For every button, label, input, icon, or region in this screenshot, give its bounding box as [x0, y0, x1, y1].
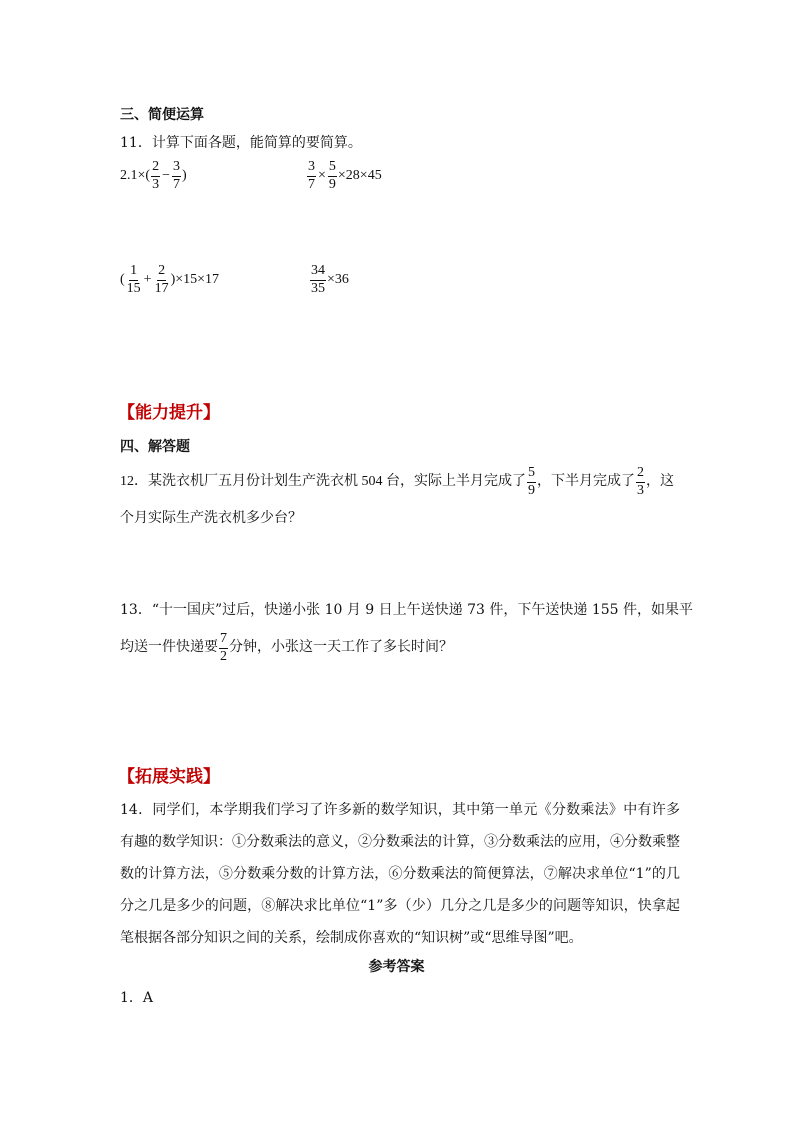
operator: −	[162, 168, 170, 184]
heading-practice: 【拓展实践】	[118, 767, 220, 787]
numerator: 34	[310, 264, 326, 281]
question-11-prompt: 11．计算下面各题，能简算的要简算。	[120, 135, 362, 151]
question-13-line-1: 13．“十一国庆”过后，快递小张 10 月 9 日上午送快递 73 件，下午送快递 155 件，如果平	[120, 602, 693, 618]
fraction	[172, 160, 181, 192]
numerator: 5	[328, 160, 337, 177]
expr-text: )	[181, 168, 187, 184]
denominator: 7	[172, 176, 180, 192]
question-text: ，下半月完成了	[537, 474, 635, 490]
answer-1: 1．A	[120, 990, 154, 1006]
answers-title: 参考答案	[368, 959, 425, 975]
question-14-text: 14．同学们，本学期我们学习了许多新的数学知识，其中第一单元《分数乘法》中有许多有趣的数学知识：①分数乘法的意义，②分数乘法的计算，③分数乘法的应用，④分数乘整数的计算方法，⑤分数乘分数的计算方法，⑥分数乘法的简便算法，⑦解决求单位“1”的几分之几是多少的问题，⑧解决求比单位“1”多（少）几分之几是多少的问题等知识，快拿起笔根据各部分知识之间的关系，绘制成你喜欢的“知识树”或“思维导图”吧。	[120, 802, 680, 946]
fraction	[328, 160, 337, 192]
fraction	[310, 264, 326, 296]
section-title-4: 四、解答题	[120, 439, 190, 455]
fraction	[154, 264, 170, 296]
question-12-line-1	[120, 466, 674, 498]
question-12-line-2: 个月实际生产洗衣机多少台？	[120, 510, 302, 526]
expression-11-1	[120, 160, 187, 192]
operator: ×	[318, 168, 326, 184]
numerator: 2	[636, 466, 645, 483]
expr-text: 2.1×(	[120, 168, 151, 184]
question-text: 均送一件快递要	[120, 640, 218, 656]
denominator: 9	[328, 176, 336, 192]
question-text: 12．某洗衣机厂五月份计划生产洗衣机 504 台，实际上半月完成了	[120, 474, 526, 490]
expr-text: ×28×45	[337, 168, 382, 184]
question-13-line-2	[120, 632, 453, 664]
numerator: 3	[307, 160, 316, 177]
numerator: 7	[219, 632, 228, 649]
fraction	[636, 466, 645, 498]
expression-11-2	[306, 160, 382, 192]
expr-text: ×36	[327, 272, 349, 288]
expression-11-3	[120, 264, 219, 296]
operator: +	[143, 272, 152, 288]
expression-11-4	[309, 264, 349, 296]
denominator: 35	[311, 280, 325, 296]
expr-text: )×15×17	[170, 272, 220, 288]
fraction	[126, 264, 142, 296]
denominator: 2	[220, 648, 227, 664]
denominator: 3	[152, 176, 160, 192]
denominator: 7	[308, 176, 315, 192]
section-title-3: 三、简便运算	[120, 107, 204, 123]
expr-text: (	[120, 272, 125, 288]
fraction	[307, 160, 316, 192]
heading-ability: 【能力提升】	[118, 403, 220, 423]
fraction	[151, 160, 160, 192]
question-text: 分钟，小张这一天工作了多长时间？	[229, 640, 453, 656]
question-text: ，这	[646, 474, 674, 490]
fraction	[527, 466, 536, 498]
numerator: 2	[151, 160, 160, 177]
numerator: 1	[129, 264, 138, 281]
numerator: 2	[157, 264, 166, 281]
numerator: 3	[172, 160, 181, 177]
denominator: 3	[637, 482, 644, 498]
numerator: 5	[527, 466, 536, 483]
fraction	[219, 632, 228, 664]
denominator: 17	[154, 280, 169, 296]
denominator: 15	[126, 280, 141, 296]
denominator: 9	[528, 482, 535, 498]
